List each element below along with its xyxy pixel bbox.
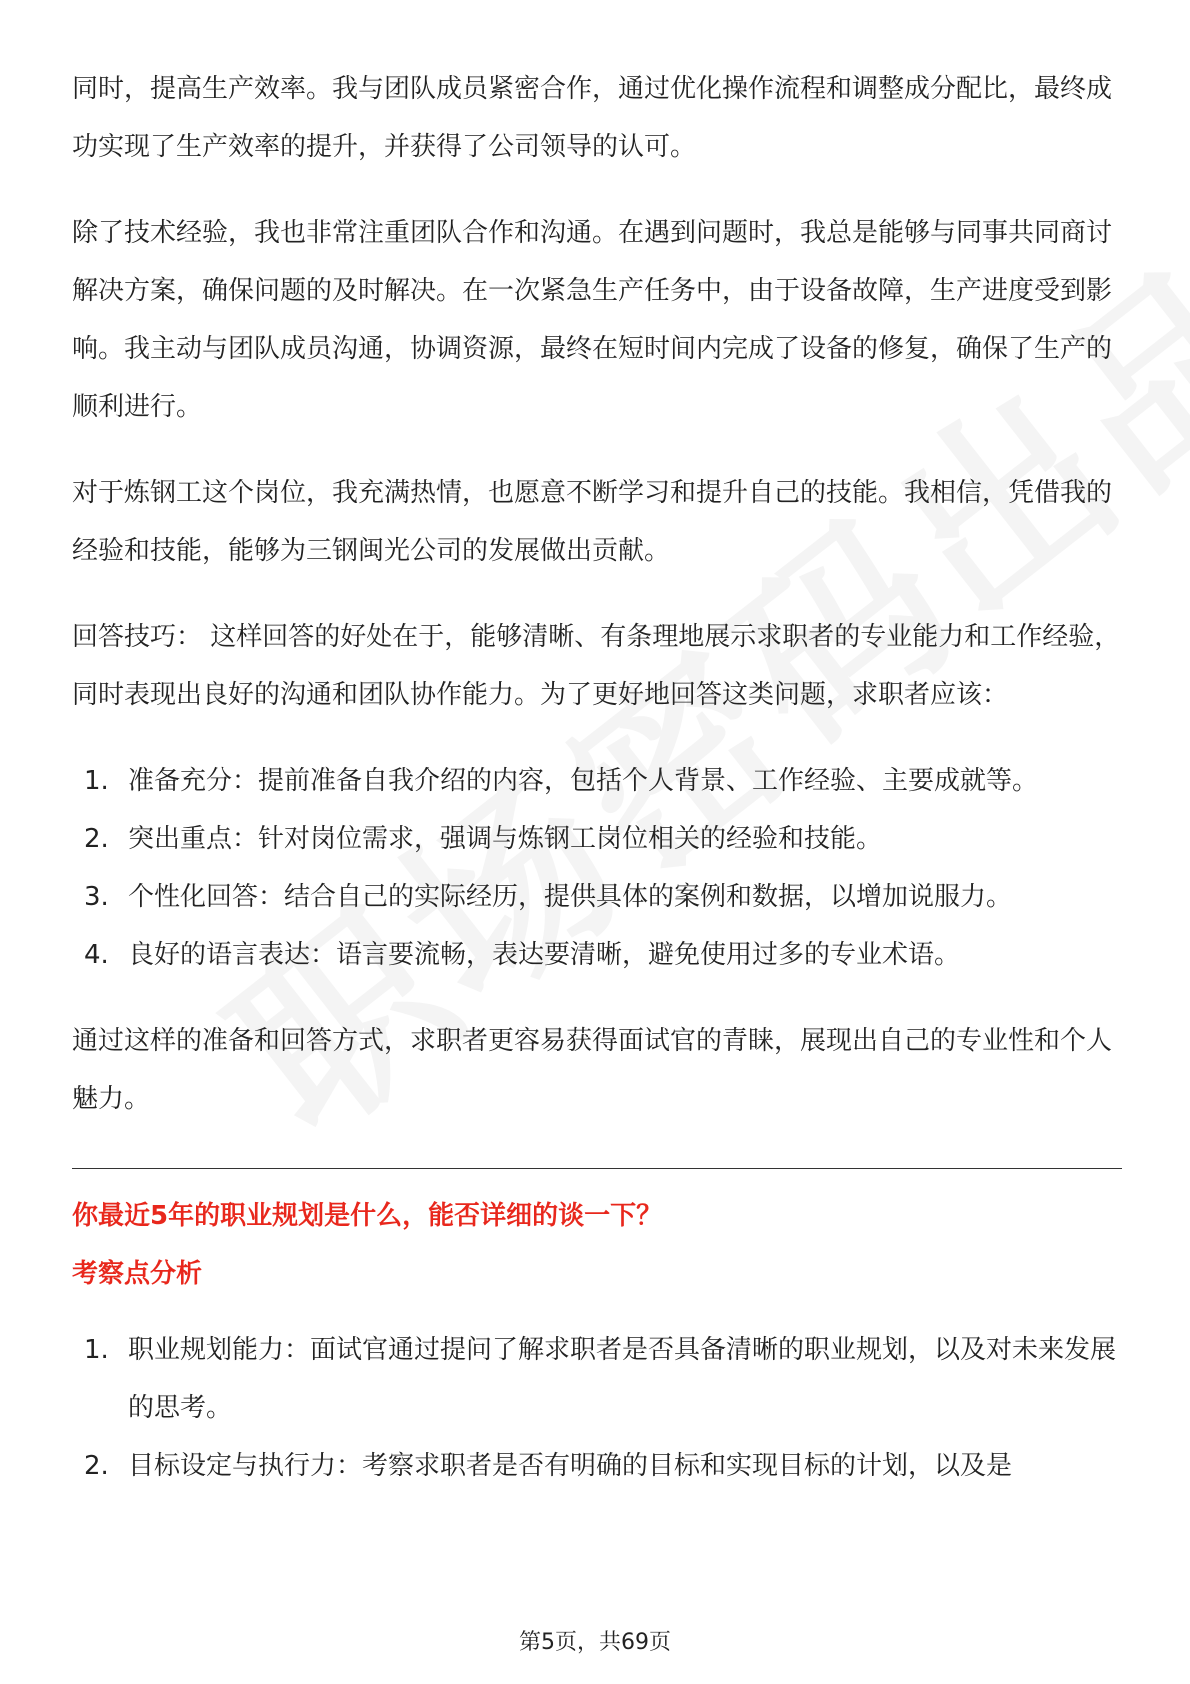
answer-tips-paragraph: 回答技巧： 这样回答的好处在于，能够清晰、有条理地展示求职者的专业能力和工作经验，同时表现出良好的沟通和团队协作能力。为了更好地回答这类问题，求职者应该： [72, 622, 1121, 710]
analysis-heading: 考察点分析 [72, 1259, 203, 1289]
tips-list [72, 752, 1122, 984]
page-content [72, 60, 1122, 1495]
list-number: 2. [84, 1451, 109, 1481]
list-number: 2. [84, 824, 109, 854]
list-number: 4. [84, 940, 109, 970]
paragraph: 除了技术经验，我也非常注重团队合作和沟通。在遇到问题时，我总是能够与同事共同商讨解决方案，确保问题的及时解决。在一次紧急生产任务中，由于设备故障，生产进度受到影响。我主动与团队成员沟通，协调资源，最终在短时间内完成了设备的修复，确保了生产的顺利进行。 [72, 218, 1113, 422]
list-item [72, 868, 1122, 926]
list-text: 准备充分：提前准备自我介绍的内容，包括个人背景、工作经验、主要成就等。 [128, 766, 1039, 796]
list-number: 3. [84, 882, 109, 912]
conclusion-paragraph: 通过这样的准备和回答方式，求职者更容易获得面试官的青睐，展现出自己的专业性和个人魅力。 [72, 1026, 1113, 1114]
paragraph: 对于炼钢工这个岗位，我充满热情，也愿意不断学习和提升自己的技能。我相信，凭借我的经验和技能，能够为三钢闽光公司的发展做出贡献。 [72, 478, 1113, 566]
page-number-footer: 第5页，共69页 [519, 1630, 671, 1655]
analysis-list [72, 1321, 1122, 1495]
list-number: 1. [84, 766, 109, 796]
section-divider [72, 1168, 1122, 1169]
list-text: 个性化回答：结合自己的实际经历，提供具体的案例和数据，以增加说服力。 [128, 882, 1013, 912]
list-item [72, 926, 1122, 984]
list-item [72, 752, 1122, 810]
list-text: 突出重点：针对岗位需求，强调与炼钢工岗位相关的经验和技能。 [128, 824, 883, 854]
list-text: 目标设定与执行力：考察求职者是否有明确的目标和实现目标的计划，以及是 [128, 1451, 1013, 1481]
list-item [72, 1437, 1122, 1495]
list-item [72, 1321, 1122, 1437]
list-item [72, 810, 1122, 868]
list-text: 职业规划能力：面试官通过提问了解求职者是否具备清晰的职业规划，以及对未来发展的思考。 [128, 1335, 1117, 1423]
question-heading: 你最近5年的职业规划是什么，能否详细的谈一下？ [72, 1201, 663, 1231]
list-number: 1. [84, 1335, 109, 1365]
paragraph: 同时，提高生产效率。我与团队成员紧密合作，通过优化操作流程和调整成分配比，最终成功实现了生产效率的提升，并获得了公司领导的认可。 [72, 74, 1113, 162]
list-text: 良好的语言表达：语言要流畅，表达要清晰，避免使用过多的专业术语。 [128, 940, 961, 970]
